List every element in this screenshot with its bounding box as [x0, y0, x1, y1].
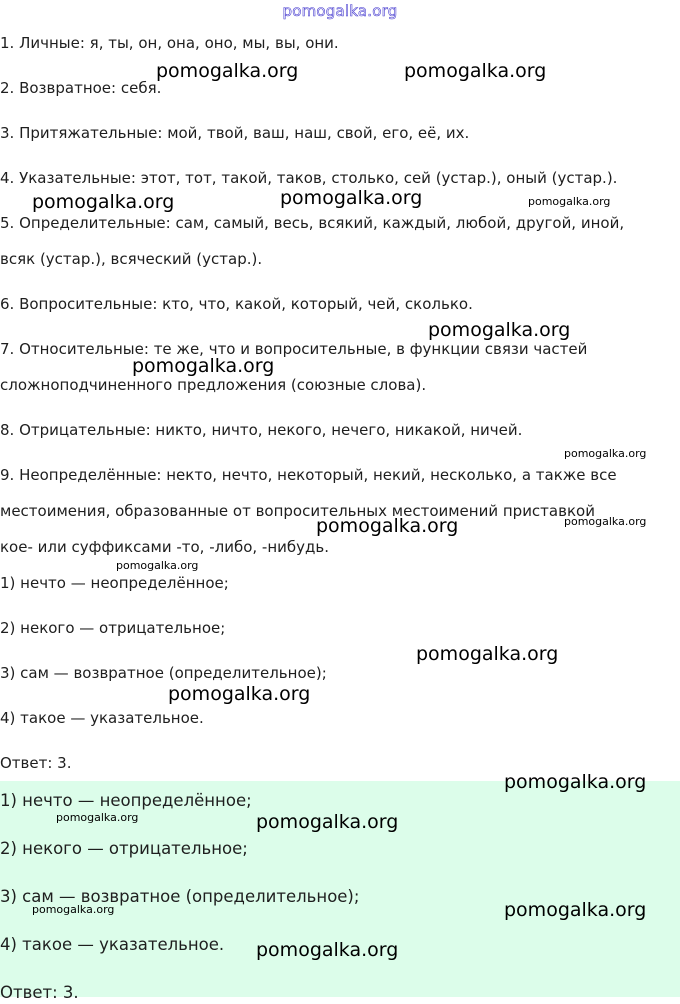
site-header-link[interactable]: pomogalka.org — [282, 2, 398, 20]
pronoun-type-indefinite-cont-2: кое- или суффиксами -то, -либо, -нибудь. — [0, 538, 330, 556]
watermark: pomogalka.org — [256, 811, 399, 833]
watermark: pomogalka.org — [564, 447, 647, 460]
answer-final: Ответ: 3. — [0, 983, 79, 1002]
pronoun-type-attributive: 5. Определительные: сам, самый, весь, всякий, каждый, любой, другой, иной, — [0, 214, 625, 232]
answer-item-3: 3) сам — возвратное (определительное); — [0, 887, 360, 906]
watermark: pomogalka.org — [168, 683, 311, 705]
watermark: pomogalka.org — [504, 771, 647, 793]
watermark: pomogalka.org — [528, 195, 611, 208]
watermark: pomogalka.org — [56, 811, 139, 824]
pronoun-type-possessive: 3. Притяжательные: мой, твой, ваш, наш, свой, его, её, их. — [0, 124, 470, 142]
watermark: pomogalka.org — [32, 191, 175, 213]
watermark: pomogalka.org — [316, 515, 459, 537]
solution-item-4: 4) такое — указательное. — [0, 709, 204, 727]
watermark: pomogalka.org — [504, 899, 647, 921]
watermark: pomogalka.org — [280, 187, 423, 209]
pronoun-type-interrogative: 6. Вопросительные: кто, что, какой, который, чей, сколько. — [0, 295, 473, 313]
pronoun-type-reflexive: 2. Возвратное: себя. — [0, 79, 162, 97]
watermark: pomogalka.org — [416, 643, 559, 665]
answer-item-2: 2) некого — отрицательное; — [0, 839, 248, 858]
answer-item-1: 1) нечто — неопределённое; — [0, 791, 252, 810]
answer-item-4: 4) такое — указательное. — [0, 935, 225, 954]
solution-item-2: 2) некого — отрицательное; — [0, 619, 226, 637]
solution-item-3: 3) сам — возвратное (определительное); — [0, 664, 327, 682]
pronoun-type-personal: 1. Личные: я, ты, он, она, оно, мы, вы, они. — [0, 34, 339, 52]
watermark: pomogalka.org — [428, 319, 571, 341]
watermark: pomogalka.org — [116, 559, 199, 572]
watermark: pomogalka.org — [564, 515, 647, 528]
pronoun-type-demonstrative: 4. Указательные: этот, тот, такой, таков, столько, сей (устар.), оный (устар.). — [0, 169, 618, 187]
watermark: pomogalka.org — [256, 939, 399, 961]
solution-answer: Ответ: 3. — [0, 754, 72, 772]
watermark: pomogalka.org — [32, 903, 115, 916]
watermark: pomogalka.org — [156, 60, 299, 82]
watermark: pomogalka.org — [404, 60, 547, 82]
watermark: pomogalka.org — [132, 355, 275, 377]
pronoun-type-indefinite-cont: местоимения, образованные от вопросительных местоимений приставкой — [0, 502, 595, 520]
pronoun-type-relative-cont: сложноподчиненного предложения (союзные слова). — [0, 376, 427, 394]
pronoun-type-negative: 8. Отрицательные: никто, ничто, некого, нечего, никакой, ничей. — [0, 421, 523, 439]
solution-item-1: 1) нечто — неопределённое; — [0, 574, 229, 592]
pronoun-type-indefinite: 9. Неопределённые: некто, нечто, некоторый, некий, несколько, а также все — [0, 466, 617, 484]
pronoun-type-relative: 7. Относительные: те же, что и вопросительные, в функции связи частей — [0, 340, 588, 358]
pronoun-type-attributive-cont: всяк (устар.), всяческий (устар.). — [0, 250, 263, 268]
